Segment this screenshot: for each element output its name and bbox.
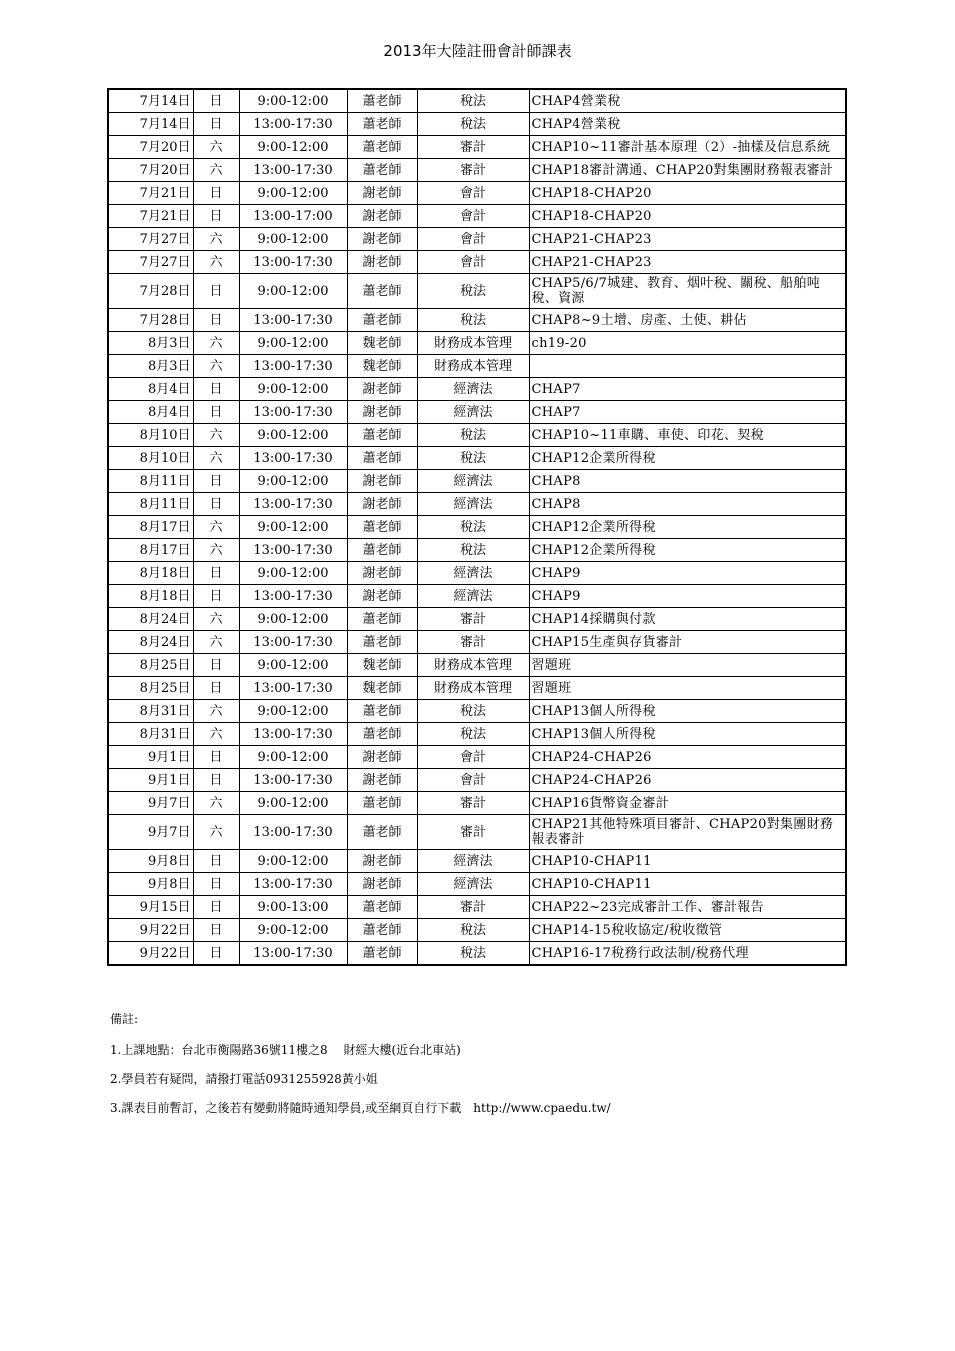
row-time: 13:00-17:30 bbox=[239, 815, 347, 850]
row-date: 7月20日 bbox=[108, 136, 193, 159]
row-date: 8月11日 bbox=[108, 493, 193, 516]
table-row bbox=[108, 205, 846, 228]
row-date: 9月7日 bbox=[108, 815, 193, 850]
row-date: 7月28日 bbox=[108, 274, 193, 309]
row-date: 8月24日 bbox=[108, 608, 193, 631]
row-date: 8月10日 bbox=[108, 424, 193, 447]
row-time: 9:00-12:00 bbox=[239, 228, 347, 251]
row-content: CHAP24-CHAP26 bbox=[529, 769, 846, 792]
row-time: 13:00-17:30 bbox=[239, 539, 347, 562]
row-content bbox=[529, 355, 846, 378]
row-content: CHAP10~11審計基本原理（2）-抽樣及信息系統 bbox=[529, 136, 846, 159]
table-row bbox=[108, 228, 846, 251]
row-teacher: 謝老師 bbox=[347, 228, 417, 251]
row-time: 9:00-12:00 bbox=[239, 378, 347, 401]
row-time: 9:00-12:00 bbox=[239, 470, 347, 493]
row-content: ch19-20 bbox=[529, 332, 846, 355]
table-row bbox=[108, 746, 846, 769]
table-row bbox=[108, 309, 846, 332]
row-teacher: 謝老師 bbox=[347, 562, 417, 585]
table-row bbox=[108, 251, 846, 274]
row-content: 習題班 bbox=[529, 677, 846, 700]
row-time: 9:00-12:00 bbox=[239, 562, 347, 585]
row-subject: 經濟法 bbox=[417, 378, 529, 401]
table-row bbox=[108, 585, 846, 608]
row-content: CHAP8~9土增、房產、土使、耕佔 bbox=[529, 309, 846, 332]
row-subject: 稅法 bbox=[417, 516, 529, 539]
row-date: 9月8日 bbox=[108, 873, 193, 896]
row-date: 8月4日 bbox=[108, 378, 193, 401]
row-date: 7月21日 bbox=[108, 182, 193, 205]
row-subject: 會計 bbox=[417, 769, 529, 792]
row-teacher: 魏老師 bbox=[347, 332, 417, 355]
row-time: 13:00-17:30 bbox=[239, 309, 347, 332]
schedule-table bbox=[107, 88, 847, 966]
row-day: 日 bbox=[193, 274, 239, 309]
row-time: 9:00-12:00 bbox=[239, 424, 347, 447]
table-row bbox=[108, 159, 846, 182]
row-subject: 財務成本管理 bbox=[417, 355, 529, 378]
row-teacher: 謝老師 bbox=[347, 182, 417, 205]
row-time: 9:00-12:00 bbox=[239, 136, 347, 159]
table-row bbox=[108, 447, 846, 470]
row-day: 日 bbox=[193, 677, 239, 700]
row-content: CHAP9 bbox=[529, 585, 846, 608]
row-subject: 經濟法 bbox=[417, 850, 529, 873]
row-teacher: 謝老師 bbox=[347, 205, 417, 228]
row-date: 8月4日 bbox=[108, 401, 193, 424]
row-time: 9:00-12:00 bbox=[239, 608, 347, 631]
row-teacher: 蕭老師 bbox=[347, 700, 417, 723]
row-time: 13:00-17:30 bbox=[239, 723, 347, 746]
row-teacher: 謝老師 bbox=[347, 251, 417, 274]
note-download: 3.課表目前暫訂，之後若有變動將隨時通知學員,或至網頁自行下載 http://www.cpaedu.tw/ bbox=[110, 1101, 611, 1115]
row-time: 13:00-17:30 bbox=[239, 631, 347, 654]
row-content: CHAP13個人所得稅 bbox=[529, 723, 846, 746]
row-subject: 稅法 bbox=[417, 942, 529, 966]
row-subject: 稅法 bbox=[417, 700, 529, 723]
row-time: 9:00-12:00 bbox=[239, 919, 347, 942]
row-time: 9:00-12:00 bbox=[239, 850, 347, 873]
row-time: 13:00-17:30 bbox=[239, 493, 347, 516]
row-teacher: 蕭老師 bbox=[347, 631, 417, 654]
row-day: 六 bbox=[193, 700, 239, 723]
table-row bbox=[108, 815, 846, 850]
row-day: 六 bbox=[193, 815, 239, 850]
row-subject: 經濟法 bbox=[417, 401, 529, 424]
row-time: 13:00-17:30 bbox=[239, 159, 347, 182]
row-day: 日 bbox=[193, 113, 239, 136]
table-row bbox=[108, 562, 846, 585]
row-content: CHAP7 bbox=[529, 401, 846, 424]
row-date: 9月7日 bbox=[108, 792, 193, 815]
row-content: CHAP18審計溝通、CHAP20對集團財務報表審計 bbox=[529, 159, 846, 182]
row-time: 9:00-12:00 bbox=[239, 700, 347, 723]
row-day: 六 bbox=[193, 424, 239, 447]
row-content: CHAP8 bbox=[529, 493, 846, 516]
table-row bbox=[108, 792, 846, 815]
row-teacher: 蕭老師 bbox=[347, 424, 417, 447]
table-row bbox=[108, 89, 846, 113]
row-subject: 經濟法 bbox=[417, 873, 529, 896]
table-row bbox=[108, 332, 846, 355]
row-time: 9:00-12:00 bbox=[239, 792, 347, 815]
table-row bbox=[108, 378, 846, 401]
row-subject: 會計 bbox=[417, 228, 529, 251]
row-date: 7月27日 bbox=[108, 251, 193, 274]
table-row bbox=[108, 942, 846, 966]
row-subject: 審計 bbox=[417, 608, 529, 631]
row-teacher: 謝老師 bbox=[347, 746, 417, 769]
notes-label: 備註: bbox=[110, 1012, 139, 1026]
row-subject: 審計 bbox=[417, 136, 529, 159]
row-time: 9:00-12:00 bbox=[239, 182, 347, 205]
row-content: CHAP12企業所得稅 bbox=[529, 447, 846, 470]
row-date: 8月17日 bbox=[108, 539, 193, 562]
row-content: CHAP16-17稅務行政法制/稅務代理 bbox=[529, 942, 846, 966]
row-teacher: 蕭老師 bbox=[347, 539, 417, 562]
row-subject: 會計 bbox=[417, 746, 529, 769]
row-day: 六 bbox=[193, 608, 239, 631]
row-day: 六 bbox=[193, 159, 239, 182]
row-subject: 經濟法 bbox=[417, 562, 529, 585]
row-date: 8月31日 bbox=[108, 723, 193, 746]
row-day: 日 bbox=[193, 205, 239, 228]
row-date: 8月18日 bbox=[108, 562, 193, 585]
row-day: 日 bbox=[193, 942, 239, 966]
row-day: 日 bbox=[193, 493, 239, 516]
table-row bbox=[108, 493, 846, 516]
row-day: 日 bbox=[193, 182, 239, 205]
row-subject: 財務成本管理 bbox=[417, 332, 529, 355]
row-subject: 財務成本管理 bbox=[417, 654, 529, 677]
row-date: 7月20日 bbox=[108, 159, 193, 182]
row-day: 日 bbox=[193, 919, 239, 942]
row-date: 9月22日 bbox=[108, 942, 193, 966]
row-content: CHAP14-15稅收協定/稅收徵管 bbox=[529, 919, 846, 942]
row-time: 13:00-17:30 bbox=[239, 251, 347, 274]
row-day: 六 bbox=[193, 228, 239, 251]
row-subject: 稅法 bbox=[417, 919, 529, 942]
row-teacher: 謝老師 bbox=[347, 850, 417, 873]
row-content: CHAP10-CHAP11 bbox=[529, 850, 846, 873]
row-time: 9:00-12:00 bbox=[239, 746, 347, 769]
row-subject: 稅法 bbox=[417, 309, 529, 332]
row-subject: 審計 bbox=[417, 159, 529, 182]
row-day: 日 bbox=[193, 401, 239, 424]
row-date: 8月31日 bbox=[108, 700, 193, 723]
table-row bbox=[108, 274, 846, 309]
row-time: 9:00-12:00 bbox=[239, 89, 347, 113]
row-day: 六 bbox=[193, 723, 239, 746]
row-time: 13:00-17:30 bbox=[239, 873, 347, 896]
row-teacher: 蕭老師 bbox=[347, 113, 417, 136]
row-subject: 會計 bbox=[417, 205, 529, 228]
row-day: 六 bbox=[193, 792, 239, 815]
row-time: 9:00-12:00 bbox=[239, 274, 347, 309]
row-content: CHAP16貨幣資金審計 bbox=[529, 792, 846, 815]
table-row bbox=[108, 608, 846, 631]
row-content: CHAP14採購與付款 bbox=[529, 608, 846, 631]
row-content: CHAP9 bbox=[529, 562, 846, 585]
row-subject: 會計 bbox=[417, 251, 529, 274]
table-row bbox=[108, 182, 846, 205]
row-content: CHAP4營業稅 bbox=[529, 89, 846, 113]
row-subject: 會計 bbox=[417, 182, 529, 205]
row-content: CHAP10-CHAP11 bbox=[529, 873, 846, 896]
row-content: CHAP15生產與存貨審計 bbox=[529, 631, 846, 654]
row-teacher: 蕭老師 bbox=[347, 274, 417, 309]
row-date: 7月28日 bbox=[108, 309, 193, 332]
row-subject: 審計 bbox=[417, 896, 529, 919]
row-teacher: 蕭老師 bbox=[347, 815, 417, 850]
row-day: 六 bbox=[193, 355, 239, 378]
row-content: CHAP10~11車購、車使、印花、契稅 bbox=[529, 424, 846, 447]
row-date: 8月3日 bbox=[108, 355, 193, 378]
table-row bbox=[108, 677, 846, 700]
row-time: 13:00-17:00 bbox=[239, 205, 347, 228]
table-row bbox=[108, 631, 846, 654]
row-day: 日 bbox=[193, 470, 239, 493]
row-date: 8月25日 bbox=[108, 654, 193, 677]
row-content: CHAP21-CHAP23 bbox=[529, 251, 846, 274]
table-row bbox=[108, 919, 846, 942]
row-date: 8月3日 bbox=[108, 332, 193, 355]
row-date: 8月17日 bbox=[108, 516, 193, 539]
row-day: 日 bbox=[193, 654, 239, 677]
row-time: 13:00-17:30 bbox=[239, 942, 347, 966]
row-date: 7月14日 bbox=[108, 89, 193, 113]
schedule-body bbox=[108, 89, 846, 965]
row-date: 8月25日 bbox=[108, 677, 193, 700]
row-content: 習題班 bbox=[529, 654, 846, 677]
row-day: 日 bbox=[193, 585, 239, 608]
row-date: 8月11日 bbox=[108, 470, 193, 493]
row-subject: 稅法 bbox=[417, 723, 529, 746]
row-date: 8月18日 bbox=[108, 585, 193, 608]
row-date: 9月15日 bbox=[108, 896, 193, 919]
row-subject: 稅法 bbox=[417, 447, 529, 470]
row-day: 六 bbox=[193, 251, 239, 274]
row-subject: 稅法 bbox=[417, 274, 529, 309]
row-time: 13:00-17:30 bbox=[239, 585, 347, 608]
row-teacher: 蕭老師 bbox=[347, 309, 417, 332]
row-time: 9:00-12:00 bbox=[239, 516, 347, 539]
table-row bbox=[108, 723, 846, 746]
row-subject: 經濟法 bbox=[417, 470, 529, 493]
page-title: 2013年大陸註冊會計師課表 bbox=[383, 42, 572, 60]
row-teacher: 蕭老師 bbox=[347, 159, 417, 182]
table-row bbox=[108, 516, 846, 539]
note-contact: 2.學員若有疑問，請撥打電話0931255928黃小姐 bbox=[110, 1072, 378, 1086]
row-teacher: 謝老師 bbox=[347, 401, 417, 424]
row-teacher: 謝老師 bbox=[347, 470, 417, 493]
row-teacher: 謝老師 bbox=[347, 873, 417, 896]
row-date: 7月14日 bbox=[108, 113, 193, 136]
row-teacher: 蕭老師 bbox=[347, 723, 417, 746]
row-content: CHAP4營業稅 bbox=[529, 113, 846, 136]
table-row bbox=[108, 136, 846, 159]
row-teacher: 魏老師 bbox=[347, 355, 417, 378]
row-day: 日 bbox=[193, 873, 239, 896]
row-teacher: 蕭老師 bbox=[347, 919, 417, 942]
row-subject: 審計 bbox=[417, 631, 529, 654]
row-date: 9月1日 bbox=[108, 746, 193, 769]
row-day: 六 bbox=[193, 516, 239, 539]
row-content: CHAP21其他特殊項目審計、CHAP20對集團財務報表審計 bbox=[529, 815, 846, 850]
row-subject: 經濟法 bbox=[417, 585, 529, 608]
row-subject: 稅法 bbox=[417, 113, 529, 136]
row-teacher: 蕭老師 bbox=[347, 89, 417, 113]
row-content: CHAP8 bbox=[529, 470, 846, 493]
table-row bbox=[108, 896, 846, 919]
row-date: 9月8日 bbox=[108, 850, 193, 873]
table-row bbox=[108, 424, 846, 447]
row-day: 日 bbox=[193, 89, 239, 113]
row-time: 13:00-17:30 bbox=[239, 447, 347, 470]
row-day: 六 bbox=[193, 332, 239, 355]
row-subject: 審計 bbox=[417, 815, 529, 850]
row-teacher: 魏老師 bbox=[347, 654, 417, 677]
row-teacher: 蕭老師 bbox=[347, 942, 417, 966]
table-row bbox=[108, 113, 846, 136]
row-teacher: 蕭老師 bbox=[347, 792, 417, 815]
row-date: 9月22日 bbox=[108, 919, 193, 942]
row-day: 六 bbox=[193, 631, 239, 654]
row-date: 8月24日 bbox=[108, 631, 193, 654]
row-day: 六 bbox=[193, 136, 239, 159]
row-content: CHAP5/6/7城建、教育、烟叶稅、關稅、船舶吨稅、資源 bbox=[529, 274, 846, 309]
row-teacher: 魏老師 bbox=[347, 677, 417, 700]
row-date: 8月10日 bbox=[108, 447, 193, 470]
row-teacher: 謝老師 bbox=[347, 493, 417, 516]
row-day: 日 bbox=[193, 562, 239, 585]
row-content: CHAP7 bbox=[529, 378, 846, 401]
row-teacher: 蕭老師 bbox=[347, 136, 417, 159]
row-subject: 稅法 bbox=[417, 424, 529, 447]
table-row bbox=[108, 654, 846, 677]
notes-section bbox=[110, 1010, 850, 1128]
table-row bbox=[108, 401, 846, 424]
row-teacher: 蕭老師 bbox=[347, 447, 417, 470]
row-teacher: 蕭老師 bbox=[347, 516, 417, 539]
row-content: CHAP18-CHAP20 bbox=[529, 205, 846, 228]
row-time: 13:00-17:30 bbox=[239, 677, 347, 700]
table-row bbox=[108, 355, 846, 378]
row-subject: 經濟法 bbox=[417, 493, 529, 516]
table-row bbox=[108, 700, 846, 723]
table-row bbox=[108, 850, 846, 873]
row-time: 13:00-17:30 bbox=[239, 113, 347, 136]
row-time: 13:00-17:30 bbox=[239, 355, 347, 378]
row-time: 9:00-12:00 bbox=[239, 332, 347, 355]
row-teacher: 謝老師 bbox=[347, 585, 417, 608]
row-subject: 審計 bbox=[417, 792, 529, 815]
table-row bbox=[108, 769, 846, 792]
row-teacher: 謝老師 bbox=[347, 769, 417, 792]
row-date: 7月21日 bbox=[108, 205, 193, 228]
row-content: CHAP24-CHAP26 bbox=[529, 746, 846, 769]
row-day: 日 bbox=[193, 769, 239, 792]
row-day: 日 bbox=[193, 850, 239, 873]
note-location: 1.上課地點：台北市衡陽路36號11樓之8 財經大樓(近台北車站) bbox=[110, 1043, 461, 1057]
row-content: CHAP18-CHAP20 bbox=[529, 182, 846, 205]
row-content: CHAP22~23完成審計工作、審計報告 bbox=[529, 896, 846, 919]
row-day: 六 bbox=[193, 539, 239, 562]
row-teacher: 蕭老師 bbox=[347, 896, 417, 919]
table-row bbox=[108, 539, 846, 562]
row-time: 13:00-17:30 bbox=[239, 769, 347, 792]
table-row bbox=[108, 873, 846, 896]
row-subject: 財務成本管理 bbox=[417, 677, 529, 700]
row-teacher: 謝老師 bbox=[347, 378, 417, 401]
row-day: 日 bbox=[193, 746, 239, 769]
row-day: 日 bbox=[193, 309, 239, 332]
row-date: 7月27日 bbox=[108, 228, 193, 251]
row-teacher: 蕭老師 bbox=[347, 608, 417, 631]
row-content: CHAP21-CHAP23 bbox=[529, 228, 846, 251]
row-content: CHAP13個人所得稅 bbox=[529, 700, 846, 723]
table-row bbox=[108, 470, 846, 493]
row-time: 9:00-13:00 bbox=[239, 896, 347, 919]
row-time: 13:00-17:30 bbox=[239, 401, 347, 424]
row-content: CHAP12企業所得稅 bbox=[529, 539, 846, 562]
row-subject: 稅法 bbox=[417, 539, 529, 562]
row-day: 六 bbox=[193, 447, 239, 470]
row-day: 日 bbox=[193, 378, 239, 401]
row-day: 日 bbox=[193, 896, 239, 919]
row-subject: 稅法 bbox=[417, 89, 529, 113]
row-date: 9月1日 bbox=[108, 769, 193, 792]
row-content: CHAP12企業所得稅 bbox=[529, 516, 846, 539]
row-time: 9:00-12:00 bbox=[239, 654, 347, 677]
